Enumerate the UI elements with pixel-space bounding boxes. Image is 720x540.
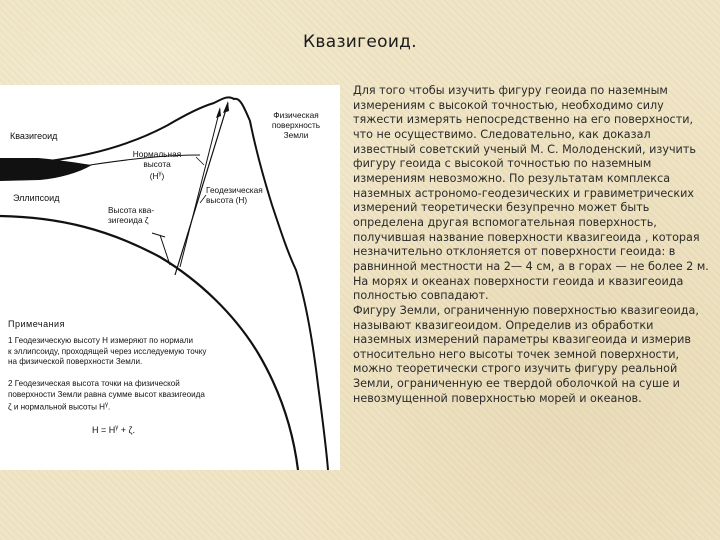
- formula-end: + ζ.: [118, 425, 135, 435]
- label-normal-height-line2: [120, 169, 194, 181]
- label-physical-surface: [264, 110, 328, 140]
- note-1-line3: на физической поверхности Земли.: [8, 357, 143, 366]
- note-1-line2: к эллипсоиду, проходящей через исследуемую точку: [8, 346, 207, 356]
- label-physical-line2: поверхность: [271, 120, 321, 130]
- label-normal-height-sup: γ: [158, 171, 162, 177]
- formula: [92, 423, 135, 436]
- note-2-line3-sup: γ: [105, 402, 109, 408]
- normal-arrowhead: [216, 107, 221, 118]
- quasigeoid-figure: [0, 85, 340, 470]
- note-1-line1: 1 Геодезическую высоту H измеряют по нормали: [8, 336, 194, 345]
- label-geodetic-line1: Геодезическая: [206, 185, 263, 195]
- paragraph-3: Фигуру Земли, ограниченную поверхностью квазигеоида, называют квазигеоидом. Определив из обработки наземных измерений параметры квазигеоида и измерив относительно него высоты точек земной поверхности, можно теоретически строго изучить фигуру реальной Земли, ограниченную ее твердой оболочкой на суше и невозмущенной поверхностью морей и океанов.: [353, 303, 699, 405]
- note-2-line3-end: .: [108, 402, 111, 412]
- label-quasigeoid: Квазигеоид: [10, 131, 58, 141]
- label-anomaly-line1: Высота ква-: [108, 205, 155, 215]
- formula-main: H = H: [92, 425, 116, 435]
- label-anomaly-line2: зигеоида ζ: [108, 215, 149, 225]
- note-2-line3-text: ζ и нормальной высоты H: [8, 402, 106, 412]
- label-ellipsoid: Эллипсоид: [13, 193, 60, 203]
- notes-heading: Примечания: [8, 319, 65, 329]
- body-text: [353, 84, 715, 406]
- note-2-line3: [8, 400, 205, 413]
- label-normal-height-close: ): [161, 170, 165, 181]
- label-anomaly: [108, 205, 154, 225]
- formula-sup: γ: [115, 425, 119, 431]
- geodetic-arrowhead: [223, 101, 229, 113]
- note-2-line2: поверхности Земли равна сумме высот квазигеоида: [8, 389, 205, 399]
- label-physical-line3: Земли: [283, 130, 309, 140]
- note-2: [8, 379, 205, 413]
- label-normal-height-open: (H: [149, 170, 159, 181]
- slide-title: Квазигеоид.: [303, 32, 417, 52]
- note-2-line1: 2 Геодезическая высота точки на физической: [8, 379, 180, 388]
- paragraph-2: наземных астрономо-геодезических и гравиметрических измерений теоретически безупречно может быть определена другая вспомогательная поверхность, получившая название поверхности квазигеоида , которая незначительно отклоняется от поверхности геоида: в равнинной местности на 2— 4 см, а в горах — не более 2 м. На морях и океанах поверхности геоида и квазигеоида полностью совпадают.: [353, 186, 709, 303]
- label-geodetic-height: [206, 185, 263, 205]
- label-leader-normal: [196, 157, 204, 165]
- note-1: [8, 336, 206, 368]
- label-normal-height-line1: Нормальная высота: [132, 149, 182, 169]
- label-geodetic-line2: высота (H): [206, 195, 248, 205]
- label-normal-height: [120, 149, 194, 181]
- paragraph-1: Для того чтобы изучить фигуру геоида по наземным измерениям с высокой точностью, необходимо силу тяжести измерять непосредственно на его поверхности, что не осуществимо. Следовательно, как доказал известный советский ученый М. С. Молоденский, изучить фигуру геоида с высокой точностью по наземным измерениям невозможно. По результатам комплекса: [353, 84, 696, 185]
- anomaly-tick: [152, 233, 165, 237]
- quasigeoid-wedge: [0, 158, 92, 181]
- figure-canvas: [0, 85, 340, 470]
- label-physical-line1: Физическая: [273, 110, 319, 120]
